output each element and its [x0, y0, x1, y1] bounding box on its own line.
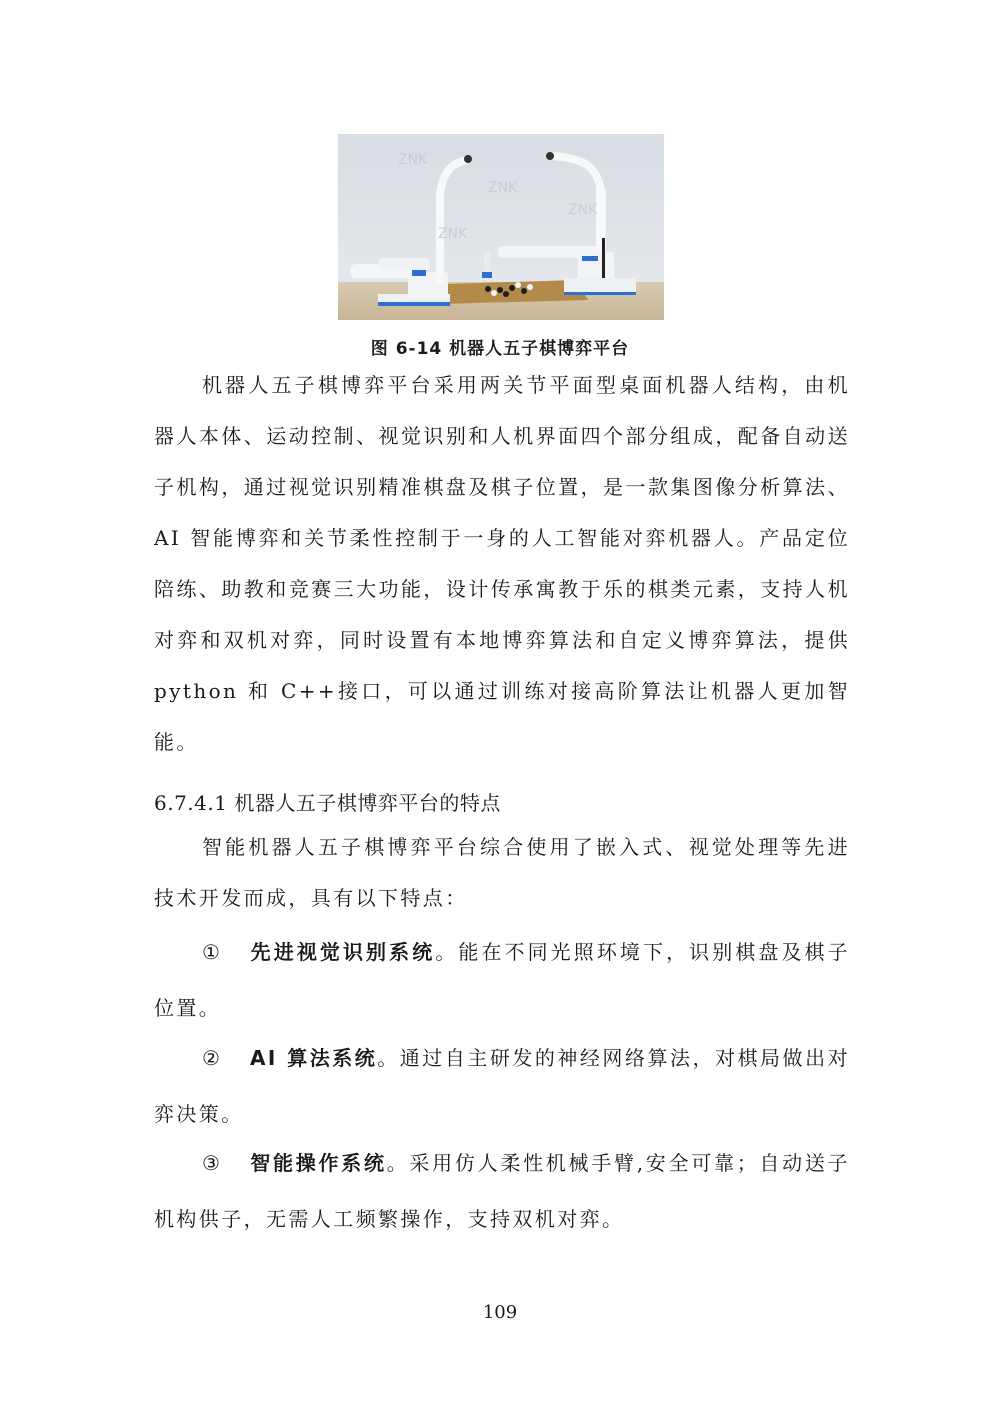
item-text: 。采用仿人柔性机械手臂,安全可靠；自动送子机构供子，无需人工频繁操作，支持双机对弈。 [154, 1151, 850, 1231]
figure-caption: 图 6-14 机器人五子棋博弈平台 [370, 339, 630, 359]
intro-paragraph: 机器人五子棋博弈平台采用两关节平面型桌面机器人结构，由机器人本体、运动控制、视觉识别和人机界面四个部分组成，配备自动送子机构，通过视觉识别精准棋盘及棋子位置，是一款集图像分析算法、AI 智能博弈和关节柔性控制于一身的人工智能对弈机器人。产品定位陪练、助教和竞赛三大功能，设计传承寓教于乐的棋类元素，支持人机对弈和双机对弈，同时设置有本地博弈算法和自定义博弈算法，提供 python 和 C++接口，可以通过训练对接高阶算法让机器人更加智能。 [154, 373, 850, 754]
item-title: 智能操作系统 [250, 1151, 387, 1175]
item-mark: ③ [202, 1151, 223, 1175]
watermark-text: ZNK [568, 202, 598, 218]
item-text: 。通过自主研发的神经网络算法，对棋局做出对弈决策。 [154, 1046, 850, 1126]
feature-item-1 [154, 924, 850, 1036]
robot-gomoku-photo [338, 134, 664, 320]
section-heading: 6.7.4.1 机器人五子棋博弈平台的特点 [154, 791, 501, 815]
watermark-text: ZNK [398, 152, 428, 168]
item-title: AI 算法系统 [250, 1046, 378, 1070]
feature-item-3 [154, 1135, 850, 1247]
watermark-text: ZNK [488, 180, 518, 196]
robot-gomoku-photo-icon [338, 134, 664, 320]
item-mark: ① [202, 940, 223, 964]
feature-item-2 [154, 1030, 850, 1142]
section-lead: 智能机器人五子棋博弈平台综合使用了嵌入式、视觉处理等先进技术开发而成，具有以下特点： [154, 835, 850, 910]
item-title: 先进视觉识别系统 [250, 940, 436, 964]
page-number: 109 [482, 1302, 518, 1323]
item-mark: ② [202, 1046, 223, 1070]
item-text: 。能在不同光照环境下，识别棋盘及棋子位置。 [154, 940, 851, 1020]
watermark-text: ZNK [438, 226, 468, 242]
